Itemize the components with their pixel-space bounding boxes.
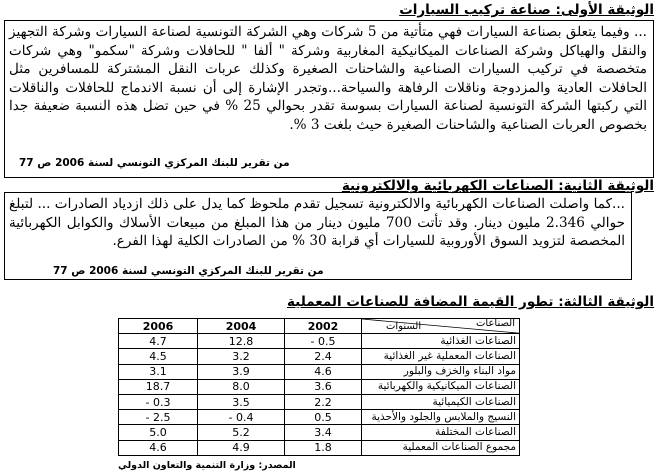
table-row xyxy=(119,379,520,394)
doc1-body: ... وفيما يتعلق بصناعة السيارات فهي متأتية من 5 شركات وهي الشركة التونسية لصناعة السيارات وشركة التجهيز والنقل والهياكل وشركة الصناعات الميكانيكية المغاربية وشركة " ألفا " للحافلات وشركة "سكمو" وهي شركات متخصصة في تركيب السيارات الصناعية والشاحنات الصغيرة وكذلك عربات النقل المشتركة للمسافرين مثل الحافلات العادية والمزدوجة وناقلات الرفاهة والسياحة...وتجدر الإشارة إلى أن نسبة الاندماج للحافلات والناقلات التي ركبتها الشركة التونسية لصناعة السيارات بسوسة تقدر بحوالي 25 % في حين تضل هذه النسبة ضعيفة جدا بخصوص العربات الصناعية والشاحنات الصغيرة حيث بلغت 3 %. xyxy=(9,24,648,133)
cell-value: 2.4 xyxy=(285,349,362,364)
table-row xyxy=(119,410,520,425)
cell-value: 4.6 xyxy=(119,440,198,455)
value-added-table xyxy=(118,318,520,456)
cell-value: 12.8 xyxy=(198,334,285,349)
cell-sector: الصناعات الكيميائية xyxy=(362,394,520,409)
table-header-row xyxy=(119,319,520,334)
doc2-title: الوثيقة الثانية: الصناعات الكهربائية والالكترونية xyxy=(341,178,654,194)
cell-value: - 2.5 xyxy=(119,410,198,425)
doc1-title: الوثيقة الأولى: صناعة تركيب السيارات xyxy=(399,2,654,18)
cell-value: 3.1 xyxy=(119,364,198,379)
cell-value: - 0.4 xyxy=(198,410,285,425)
table-row xyxy=(119,440,520,455)
corner-years-label: السنوات xyxy=(386,321,422,332)
cell-value: 4.5 xyxy=(119,349,198,364)
doc2-body: ...كما واصلت الصناعات الكهربائية والالكترونية تسجيل تقدم ملحوظ كما يدل على ذلك ازدياد الصادرات ... لتبلغ حوالي 2.346 مليون دينار. وقد تأتت 700 مليون دينار من هذا المبلغ من مبيعات الأسلاك والكوابل الكهربائية المخصصة لتزويد السوق الأوروبية للسيارات أي قرابة 30 % من الصادرات الكلية لهذا الفرع. xyxy=(9,196,626,250)
cell-value: 5.0 xyxy=(119,425,198,440)
doc1-box xyxy=(4,20,654,178)
cell-value: 18.7 xyxy=(119,379,198,394)
doc3-source: المصدر: وزارة التنمية والتعاون الدولي xyxy=(118,460,296,471)
table-row xyxy=(119,349,520,364)
cell-value: 3.9 xyxy=(198,364,285,379)
cell-value: 4.6 xyxy=(285,364,362,379)
cell-sector: الصناعات الميكانيكية والكهربائية xyxy=(362,379,520,394)
cell-sector: الصناعات المعملية غير الغذائية xyxy=(362,349,520,364)
year-header-2002: 2002 xyxy=(285,319,362,334)
cell-value: 4.7 xyxy=(119,334,198,349)
table-row xyxy=(119,425,520,440)
cell-value: 1.8 xyxy=(285,440,362,455)
doc2-box xyxy=(4,192,632,280)
corner-header xyxy=(362,319,520,334)
cell-value: 5.2 xyxy=(198,425,285,440)
cell-value: - 0.3 xyxy=(119,394,198,409)
table-row xyxy=(119,334,520,349)
table-row xyxy=(119,364,520,379)
year-header-2004: 2004 xyxy=(198,319,285,334)
corner-sectors-label: الصناعات xyxy=(476,318,515,329)
cell-value: 3.2 xyxy=(198,349,285,364)
cell-sector: الصناعات الغذائية xyxy=(362,334,520,349)
cell-sector: الصناعات المختلفة xyxy=(362,425,520,440)
cell-value: 4.9 xyxy=(198,440,285,455)
cell-value: 3.6 xyxy=(285,379,362,394)
cell-sector: النسيج والملابس والجلود والأحذية xyxy=(362,410,520,425)
cell-value: 8.0 xyxy=(198,379,285,394)
cell-value: 2.2 xyxy=(285,394,362,409)
cell-sector: مجموع الصناعات المعملية xyxy=(362,440,520,455)
doc3-title: الوثيقة الثالثة: تطور القيمة المضافة للصناعات المعملية xyxy=(287,294,654,310)
cell-value: 3.5 xyxy=(198,394,285,409)
doc1-source: من تقرير للبنك المركزي التونسي لسنة 2006 ص 77 xyxy=(19,157,290,169)
table-row xyxy=(119,394,520,409)
cell-value: 3.4 xyxy=(285,425,362,440)
doc2-source: من تقرير للبنك المركزي التونسي لسنة 2006 ص 77 xyxy=(53,265,324,277)
cell-value: - 0.5 xyxy=(285,334,362,349)
cell-sector: مواد البناء والخزف والبلور xyxy=(362,364,520,379)
cell-value: 0.5 xyxy=(285,410,362,425)
year-header-2006: 2006 xyxy=(119,319,198,334)
